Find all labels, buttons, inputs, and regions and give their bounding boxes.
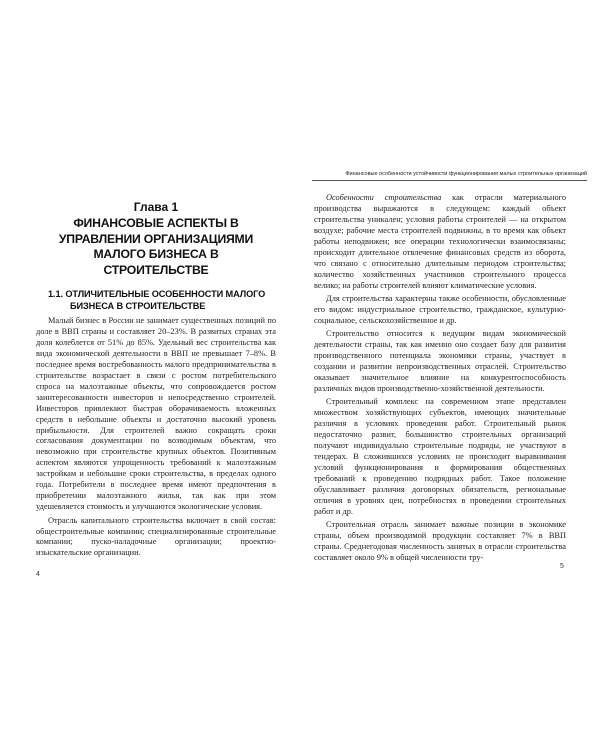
paragraph: Малый бизнес в России не занимает существенных позиций по доле в ВВП страны и составляет 20–23%. В развитых странах эта доля колеблется от 51% до 85%. Удельный вес строительства как вида экономической деятельности в ВВП не превышает 7–8%. В последнее время востребованность малого предпринимательства в строительстве возрастает в связи с ростом потребительского спроса на малоэтажные объекты, что сопровождается ростом заинтересованности инвесторов и непосредственно строителей. Инвесторов привлекают быстрая оборачиваемость вложенных средств в небольшие объекты и достаточно высокий уровень прибыльности. Для строителей важно сокращать сроки согласования документации по возводимым объектам, что невозможно при строительстве крупных объектов. Позитивным аспектом являются упрощенность требований к малоэтажным застройкам и небольшие сроки строительства, в пределах одного года. Потребители в последнее время имеют предпочтения в приобретении малоэтажного жилья, так как при этом удешевляется стоимость и улучшаются экологические условия. — [36, 316, 276, 512]
paragraph: Строительная отрасль занимает важные позиции в экономике страны, объем производимой продукции составляет 7% в ВВП страны. Среднегодовая численность занятых в отрасли строительства составляет около 9% в общей численности тру- — [314, 520, 566, 563]
paragraph: Для строительства характерны также особенности, обусловленные его видом: индустриальное строительство, гражданское, культурно-социальное, сельскохозяйственное и др. — [314, 293, 566, 325]
emphasis-term: Особенности строительства — [326, 193, 442, 202]
paragraph: Отрасль капитального строительства включает в свой состав: общестроительные компании; специализированные строительные компании; пуско-наладочные организации; проектно-изыскательские организации. — [36, 515, 276, 558]
right-body-text — [314, 193, 566, 566]
section-heading-line-2: БИЗНЕСА В СТРОИТЕЛЬСТВЕ — [70, 300, 206, 311]
paragraph-rest: как отрасли материального производства выражаются в следующем: каждый объект строительства уникален; условия работы строителей — на открытом воздухе; рабочие места строителей подвижны, в то время как объект работы неподвижен; все операции технологически взаимосвязаны; происходит длительное отвлечение финансовых средств из оборота, что связано с относительно длительным периодом строительства; количество хозяйственных участников строительного процесса велико; на работы строителей влияют климатические условия. — [314, 193, 566, 290]
chapter-label: Глава 1 — [133, 200, 179, 214]
paragraph: Строительный комплекс на современном этапе представлен множеством хозяйствующих субъектов, имеющих значительные различия в условиях проведения работ. Строительный рынок недостаточно развит, большинство строительных организаций получают индивидуально строительные подряды, не участвуют в тендерах. В сложившихся условиях не происходит выравнивания условий функционирования и формирования общественных требований к проведению подрядных работ. Такое положение обуславливает различия договорных обязательств, региональные отличия в уровнях цен, потребностях в проведении строительных работ и др. — [314, 397, 566, 516]
page-number-left: 4 — [36, 571, 40, 578]
section-heading-line-1: 1.1. ОТЛИЧИТЕЛЬНЫЕ ОСОБЕННОСТИ МАЛОГО — [48, 289, 266, 299]
chapter-title: ФИНАНСОВЫЕ АСПЕКТЫ В УПРАВЛЕНИИ ОРГАНИЗАЦИЯМИ МАЛОГО БИЗНЕСА В СТРОИТЕЛЬСТВЕ — [58, 216, 254, 277]
section-heading — [48, 289, 266, 312]
left-body-text — [36, 316, 276, 562]
chapter-heading — [46, 199, 266, 278]
paragraph: Строительство относится к ведущим видам экономической деятельности страны, так как именно оно создает базу для развития производственного потенциала экономики страны, участвует в создании и развитии непроизводственных отраслей. Строительство оказывает значительное влияние на конкурентоспособность различных видов производственно-хозяйственной деятельности. — [314, 329, 566, 393]
running-head-rule — [312, 180, 587, 181]
running-head: Финансовые особенности устойчивости функционирования малых строительных организаций — [345, 171, 587, 177]
page-number-right: 5 — [560, 563, 564, 570]
paragraph — [314, 193, 566, 292]
